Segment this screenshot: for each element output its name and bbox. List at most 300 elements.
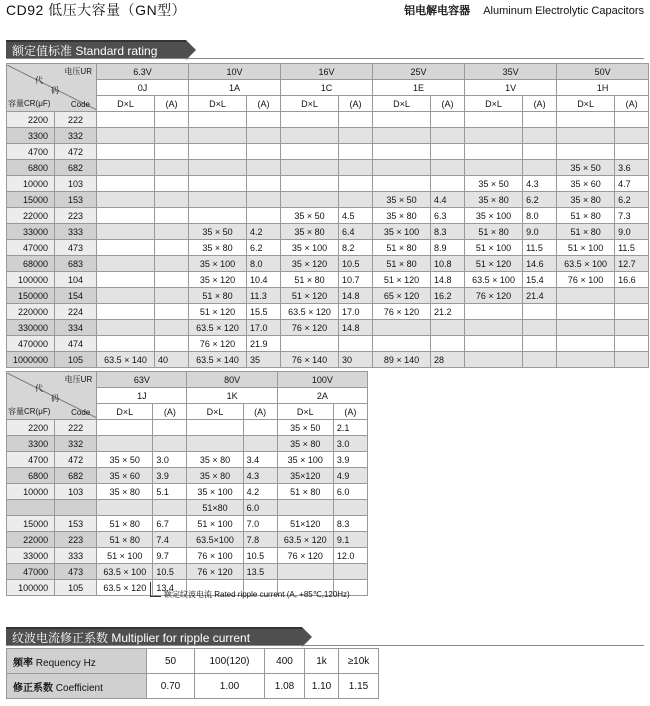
- ripple-cell: 8.0: [523, 208, 557, 224]
- ripple-cell: 17.0: [339, 304, 373, 320]
- capacitance-cell: 10000: [7, 176, 55, 192]
- ripple-cell: [523, 304, 557, 320]
- size-cell: [281, 176, 339, 192]
- code-cell: 223: [55, 208, 97, 224]
- coefficient-value: 1.08: [265, 674, 305, 699]
- code-column-label: Code: [71, 408, 91, 417]
- capacitance-cell: 330000: [7, 320, 55, 336]
- size-cell: [189, 160, 247, 176]
- capacitance-cell: 4700: [7, 452, 55, 468]
- ripple-cell: 21.2: [431, 304, 465, 320]
- capacitance-cell: 2200: [7, 112, 55, 128]
- ripple-cell: 14.6: [523, 256, 557, 272]
- capacitance-cell: 6800: [7, 160, 55, 176]
- ripple-cell: 7.4: [153, 532, 187, 548]
- ripple-cell: 10.4: [247, 272, 281, 288]
- ripple-cell: [155, 256, 189, 272]
- standard-rating-table: [6, 63, 649, 368]
- ripple-cell: [247, 112, 281, 128]
- table-row: [7, 224, 649, 240]
- size-cell: [557, 352, 615, 368]
- ripple-cell: 14.8: [339, 288, 373, 304]
- size-cell: 35 × 50: [277, 420, 333, 436]
- table-row: [7, 532, 368, 548]
- table-row: [7, 436, 368, 452]
- ripple-cell: [615, 352, 649, 368]
- ripple-note: 额定纹波电流 Rated ripple current (A, +85℃,120Hz): [164, 590, 350, 599]
- size-cell: 35 × 80: [189, 240, 247, 256]
- ripple-cell: 40: [155, 352, 189, 368]
- amp-header: (A): [431, 96, 465, 112]
- size-cell: 51 × 100: [97, 548, 153, 564]
- size-cell: 35 × 60: [557, 176, 615, 192]
- capacitance-cell: 4700: [7, 144, 55, 160]
- table-row: [7, 160, 649, 176]
- size-cell: 35 × 120: [281, 256, 339, 272]
- size-cell: [97, 336, 155, 352]
- amp-header: (A): [153, 404, 187, 420]
- ripple-cell: [247, 208, 281, 224]
- ripple-cell: 11.5: [523, 240, 557, 256]
- ripple-cell: 8.2: [339, 240, 373, 256]
- size-cell: [557, 128, 615, 144]
- coefficient-value: 1.10: [305, 674, 339, 699]
- ripple-cell: [431, 176, 465, 192]
- size-cell: [373, 176, 431, 192]
- size-cell: 76 × 120: [373, 304, 431, 320]
- amp-header: (A): [339, 96, 373, 112]
- amp-header: (A): [155, 96, 189, 112]
- ripple-cell: 10.5: [339, 256, 373, 272]
- size-cell: 35 × 100: [277, 452, 333, 468]
- ripple-cell: [431, 144, 465, 160]
- table-row: [7, 352, 649, 368]
- standard-rating-table-high-voltage: [6, 371, 368, 596]
- size-cell: 35 × 80: [187, 468, 243, 484]
- size-cell: 63.5 × 140: [97, 352, 155, 368]
- table-row: [7, 548, 368, 564]
- amp-header: (A): [333, 404, 367, 420]
- code-cell: 105: [55, 352, 97, 368]
- code-cell: 332: [55, 436, 97, 452]
- size-cell: 51 × 80: [189, 288, 247, 304]
- size-cell: 63.5 × 100: [465, 272, 523, 288]
- capacitance-cell: 47000: [7, 564, 55, 580]
- size-cell: 51 × 100: [465, 240, 523, 256]
- code-cell: 224: [55, 304, 97, 320]
- size-cell: [97, 500, 153, 516]
- header-right-en: Aluminum Electrolytic Capacitors: [483, 5, 644, 17]
- table-row: [7, 112, 649, 128]
- ripple-cell: 8.0: [247, 256, 281, 272]
- ripple-cell: 6.2: [615, 192, 649, 208]
- ripple-cell: [339, 176, 373, 192]
- table-row: [7, 516, 368, 532]
- ripple-cell: 3.6: [615, 160, 649, 176]
- size-cell: [281, 112, 339, 128]
- coefficient-row: [7, 674, 379, 699]
- table-row: [7, 484, 368, 500]
- size-cell: [189, 176, 247, 192]
- table-row: [7, 240, 649, 256]
- ripple-cell: 10.5: [153, 564, 187, 580]
- ripple-cell: 16.2: [431, 288, 465, 304]
- size-cell: [465, 304, 523, 320]
- coefficient-value: 0.70: [147, 674, 195, 699]
- capacitance-cell: 150000: [7, 288, 55, 304]
- ripple-cell: [155, 272, 189, 288]
- size-cell: 51 × 80: [97, 516, 153, 532]
- capacitance-cell: [7, 500, 55, 516]
- size-cell: 35 × 100: [187, 484, 243, 500]
- size-cell: [373, 128, 431, 144]
- capacitance-cell: 100000: [7, 272, 55, 288]
- size-cell: [187, 420, 243, 436]
- capacitance-cell: 22000: [7, 208, 55, 224]
- size-cell: [97, 436, 153, 452]
- size-cell: [189, 128, 247, 144]
- size-cell: [465, 352, 523, 368]
- size-cell: [97, 160, 155, 176]
- ripple-cell: 4.2: [247, 224, 281, 240]
- size-cell: 35 × 80: [187, 452, 243, 468]
- size-cell: 35 × 80: [557, 192, 615, 208]
- voltage-code: 1K: [187, 388, 277, 404]
- size-cell: 51 × 80: [373, 256, 431, 272]
- ripple-cell: [155, 304, 189, 320]
- frequency-value: 400: [265, 649, 305, 674]
- size-cell: 63.5 × 120: [189, 320, 247, 336]
- code-cell: 473: [55, 564, 97, 580]
- ripple-cell: 6.4: [339, 224, 373, 240]
- ripple-cell: [155, 112, 189, 128]
- code-column-label: Code: [70, 100, 90, 109]
- size-cell: 51×80: [187, 500, 243, 516]
- ripple-cell: [339, 160, 373, 176]
- section-standard-rating-title: 额定值标准 Standard rating: [6, 40, 186, 58]
- size-cell: 89 × 140: [373, 352, 431, 368]
- size-cell: [465, 336, 523, 352]
- capacitance-cell: 100000: [7, 580, 55, 596]
- ripple-cell: 10.7: [339, 272, 373, 288]
- ripple-cell: 4.4: [431, 192, 465, 208]
- size-cell: 51 × 80: [557, 208, 615, 224]
- size-cell: 51 × 80: [277, 484, 333, 500]
- ripple-cell: 3.0: [333, 436, 367, 452]
- voltage-code-row: [7, 80, 649, 96]
- ripple-cell: [155, 208, 189, 224]
- frequency-row: [7, 649, 379, 674]
- amp-header: (A): [523, 96, 557, 112]
- code-cell: 154: [55, 288, 97, 304]
- column-subheader-row: [7, 96, 649, 112]
- code-cell: 222: [55, 112, 97, 128]
- ripple-cell: 4.3: [523, 176, 557, 192]
- size-cell: [465, 112, 523, 128]
- ripple-cell: [615, 336, 649, 352]
- table-row: [7, 208, 649, 224]
- code-corner-label-b: 码: [51, 394, 59, 403]
- size-cell: [97, 176, 155, 192]
- ripple-cell: 10.5: [243, 548, 277, 564]
- capacitance-cell: 47000: [7, 240, 55, 256]
- size-cell: [277, 500, 333, 516]
- size-cell: 51 × 120: [189, 304, 247, 320]
- size-cell: 76 × 120: [281, 320, 339, 336]
- ripple-cell: 9.7: [153, 548, 187, 564]
- ripple-cell: 4.5: [339, 208, 373, 224]
- voltage-code: 1H: [557, 80, 649, 96]
- table-row: [7, 176, 649, 192]
- size-cell: [465, 144, 523, 160]
- size-cell: [97, 272, 155, 288]
- ripple-cell: 3.9: [333, 452, 367, 468]
- capacitance-cell: 15000: [7, 516, 55, 532]
- size-cell: [97, 208, 155, 224]
- ripple-cell: 7.3: [615, 208, 649, 224]
- ripple-cell: [431, 320, 465, 336]
- ripple-cell: 21.4: [523, 288, 557, 304]
- code-corner-label-a: 代: [35, 76, 43, 85]
- capacitance-cell: 470000: [7, 336, 55, 352]
- size-cell: [373, 160, 431, 176]
- voltage-header: 80V: [187, 372, 277, 388]
- dxl-header: D×L: [281, 96, 339, 112]
- size-cell: 51 × 120: [281, 288, 339, 304]
- size-cell: 51 × 100: [187, 516, 243, 532]
- coefficient-value: 1.00: [195, 674, 265, 699]
- size-cell: [373, 144, 431, 160]
- ripple-cell: [523, 112, 557, 128]
- size-cell: [281, 144, 339, 160]
- size-cell: 65 × 120: [373, 288, 431, 304]
- voltage-header: 6.3V: [97, 64, 189, 80]
- size-cell: [189, 192, 247, 208]
- ripple-cell: [153, 436, 187, 452]
- size-cell: 35 × 80: [277, 436, 333, 452]
- multiplier-table: [6, 648, 379, 699]
- ripple-cell: [523, 336, 557, 352]
- ripple-cell: 6.0: [333, 484, 367, 500]
- dxl-header: D×L: [277, 404, 333, 420]
- size-cell: 51 × 120: [465, 256, 523, 272]
- size-cell: 35 × 60: [97, 468, 153, 484]
- ripple-cell: [247, 192, 281, 208]
- size-cell: [97, 144, 155, 160]
- capacitance-cell: 10000: [7, 484, 55, 500]
- ripple-cell: 6.7: [153, 516, 187, 532]
- capacitance-cell: 2200: [7, 420, 55, 436]
- ripple-cell: [339, 128, 373, 144]
- code-cell: 153: [55, 192, 97, 208]
- ripple-cell: [431, 336, 465, 352]
- size-cell: [557, 336, 615, 352]
- amp-header: (A): [243, 404, 277, 420]
- size-cell: 63.5 × 140: [189, 352, 247, 368]
- ripple-cell: 30: [339, 352, 373, 368]
- size-cell: [557, 112, 615, 128]
- size-cell: 51 × 100: [557, 240, 615, 256]
- ripple-cell: [247, 128, 281, 144]
- size-cell: 35 × 50: [189, 224, 247, 240]
- size-cell: 51 × 80: [281, 272, 339, 288]
- ripple-cell: [247, 160, 281, 176]
- ripple-cell: [523, 128, 557, 144]
- ripple-cell: [339, 192, 373, 208]
- ripple-cell: 3.9: [153, 468, 187, 484]
- ripple-cell: 4.7: [615, 176, 649, 192]
- code-cell: 334: [55, 320, 97, 336]
- size-cell: [97, 128, 155, 144]
- voltage-header: 50V: [557, 64, 649, 80]
- capacitance-cell: 33000: [7, 224, 55, 240]
- size-cell: [465, 160, 523, 176]
- ripple-cell: [523, 160, 557, 176]
- ripple-cell: [615, 112, 649, 128]
- ripple-cell: [615, 320, 649, 336]
- ripple-cell: [155, 144, 189, 160]
- capacitance-cell: 6800: [7, 468, 55, 484]
- table-row: [7, 452, 368, 468]
- ripple-cell: 17.0: [247, 320, 281, 336]
- voltage-header: 35V: [465, 64, 557, 80]
- ripple-cell: 16.6: [615, 272, 649, 288]
- ripple-cell: [155, 320, 189, 336]
- size-cell: 63.5 × 120: [97, 580, 153, 596]
- header-right: [404, 2, 644, 18]
- ripple-cell: [153, 420, 187, 436]
- size-cell: 63.5 × 100: [557, 256, 615, 272]
- ripple-cell: [339, 112, 373, 128]
- size-cell: 35 × 80: [465, 192, 523, 208]
- ripple-cell: 13.5: [243, 564, 277, 580]
- size-cell: 35 × 100: [465, 208, 523, 224]
- ripple-cell: 14.8: [431, 272, 465, 288]
- ripple-cell: [243, 436, 277, 452]
- size-cell: [97, 256, 155, 272]
- ripple-cell: [615, 304, 649, 320]
- dxl-header: D×L: [187, 404, 243, 420]
- size-cell: [189, 112, 247, 128]
- ripple-cell: 21.9: [247, 336, 281, 352]
- code-cell: 103: [55, 484, 97, 500]
- ripple-cell: 35: [247, 352, 281, 368]
- code-cell: 105: [55, 580, 97, 596]
- size-cell: 35 × 80: [281, 224, 339, 240]
- size-cell: [281, 192, 339, 208]
- size-cell: [97, 420, 153, 436]
- table-row: [7, 144, 649, 160]
- ripple-cell: [247, 176, 281, 192]
- size-cell: 76 × 120: [277, 548, 333, 564]
- table-row: [7, 320, 649, 336]
- ripple-cell: [155, 224, 189, 240]
- frequency-value: 50: [147, 649, 195, 674]
- code-cell: 223: [55, 532, 97, 548]
- size-cell: [97, 112, 155, 128]
- ripple-cell: 14.8: [339, 320, 373, 336]
- size-cell: 35 × 50: [557, 160, 615, 176]
- ripple-cell: 6.2: [247, 240, 281, 256]
- size-cell: [373, 336, 431, 352]
- frequency-value: 100(120): [195, 649, 265, 674]
- ripple-cell: [523, 144, 557, 160]
- voltage-code: 1A: [189, 80, 281, 96]
- ripple-cell: [155, 128, 189, 144]
- table-row: [7, 272, 649, 288]
- size-cell: 35 × 120: [189, 272, 247, 288]
- capacitance-corner-label: 容量CR(μF): [8, 407, 51, 416]
- capacitance-cell: 220000: [7, 304, 55, 320]
- size-cell: 76 × 100: [557, 272, 615, 288]
- size-cell: [281, 128, 339, 144]
- capacitance-cell: 15000: [7, 192, 55, 208]
- size-cell: [281, 336, 339, 352]
- ripple-cell: [247, 144, 281, 160]
- size-cell: [373, 320, 431, 336]
- size-cell: 35×120: [277, 468, 333, 484]
- size-cell: [97, 304, 155, 320]
- ripple-cell: 6.2: [523, 192, 557, 208]
- dxl-header: D×L: [189, 96, 247, 112]
- code-cell: 683: [55, 256, 97, 272]
- amp-header: (A): [247, 96, 281, 112]
- size-cell: 51 × 80: [373, 240, 431, 256]
- size-cell: [97, 288, 155, 304]
- ripple-cell: 8.3: [431, 224, 465, 240]
- voltage-code: 2A: [277, 388, 367, 404]
- ripple-cell: 4.3: [243, 468, 277, 484]
- table-row: [7, 420, 368, 436]
- dxl-header: D×L: [97, 96, 155, 112]
- size-cell: [557, 320, 615, 336]
- capacitance-cell: 68000: [7, 256, 55, 272]
- table-row: [7, 564, 368, 580]
- ripple-cell: 8.9: [431, 240, 465, 256]
- ripple-cell: 7.8: [243, 532, 277, 548]
- section-rule: [6, 645, 644, 646]
- size-cell: [187, 436, 243, 452]
- ripple-cell: 9.0: [615, 224, 649, 240]
- size-cell: [277, 564, 333, 580]
- header-right-cn: 铝电解电容器: [404, 5, 471, 17]
- section-rule: [6, 58, 644, 59]
- code-cell: 682: [55, 160, 97, 176]
- table-corner: [7, 64, 97, 112]
- size-cell: [97, 192, 155, 208]
- code-cell: 222: [55, 420, 97, 436]
- code-corner-label-b: 码: [51, 86, 59, 95]
- size-cell: 35 × 80: [97, 484, 153, 500]
- size-cell: 35 × 50: [373, 192, 431, 208]
- ripple-cell: 12.7: [615, 256, 649, 272]
- size-cell: [557, 144, 615, 160]
- size-cell: [373, 112, 431, 128]
- code-cell: 104: [55, 272, 97, 288]
- ripple-cell: 9.0: [523, 224, 557, 240]
- size-cell: 35 × 100: [189, 256, 247, 272]
- ripple-cell: 28: [431, 352, 465, 368]
- size-cell: [557, 304, 615, 320]
- size-cell: 76 × 120: [187, 564, 243, 580]
- dxl-header: D×L: [97, 404, 153, 420]
- code-cell: 474: [55, 336, 97, 352]
- ripple-cell: 4.2: [243, 484, 277, 500]
- ripple-cell: [155, 240, 189, 256]
- size-cell: 35 × 50: [465, 176, 523, 192]
- capacitance-cell: 33000: [7, 548, 55, 564]
- ripple-cell: 9.1: [333, 532, 367, 548]
